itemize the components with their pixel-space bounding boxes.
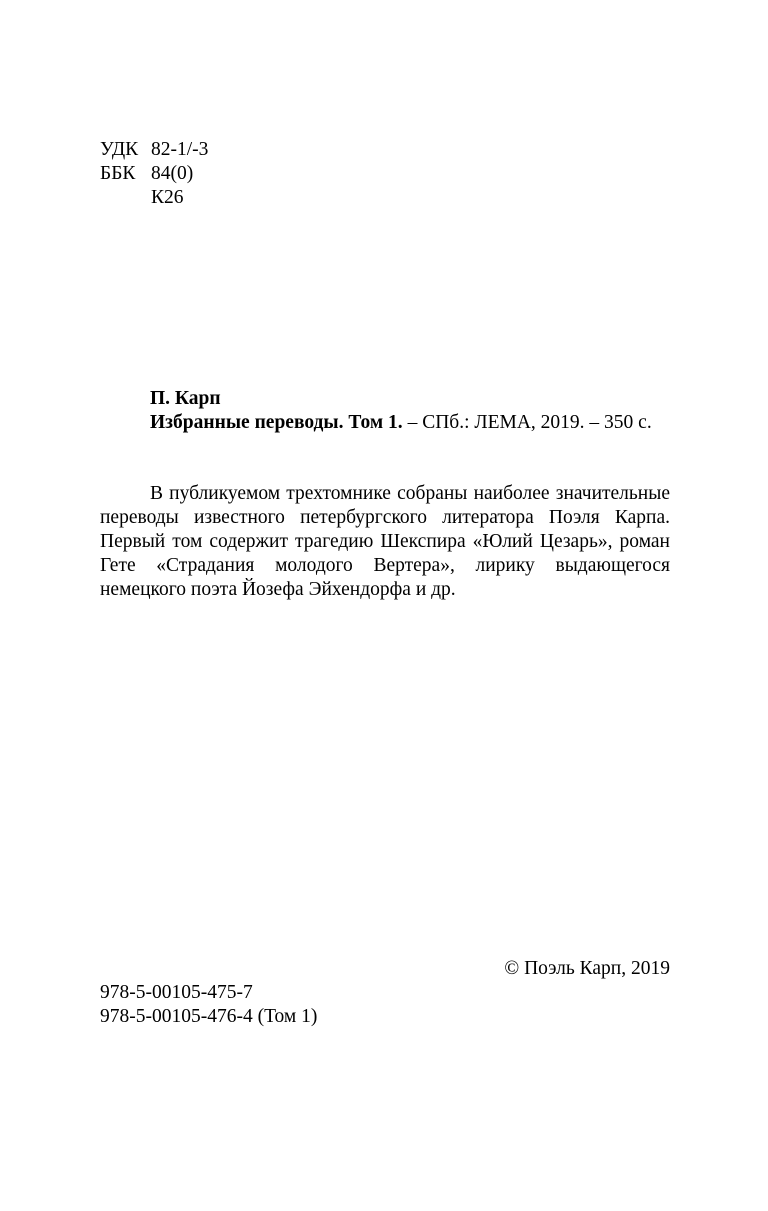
author-mark: К26 <box>151 187 184 208</box>
bibliographic-record <box>100 387 670 435</box>
udk-label: УДК <box>100 139 139 160</box>
bbk-value: 84(0) <box>151 163 194 184</box>
classification-codes <box>100 138 670 210</box>
copyright-notice: © Поэль Карп, 2019 <box>504 958 670 979</box>
imprint: – СПб.: ЛЕМА, 2019. – 350 с. <box>402 412 652 433</box>
author-name: П. Карп <box>150 388 221 409</box>
book-title: Избранные переводы. Том 1. <box>150 412 403 433</box>
udk-value: 82-1/-3 <box>151 139 209 160</box>
udk-row <box>100 138 670 162</box>
isbn-volume: 978-5-00105-476-4 (Том 1) <box>100 1006 318 1027</box>
isbn-set: 978-5-00105-475-7 <box>100 982 253 1003</box>
annotation-text: В публикуемом трехтомнике собраны наиболее значительные переводы известного петербургского литератора Поэля Карпа. Первый том содержит трагедию Шекспира «Юлий Цезарь», роман Гете «Страдания молодого Вертера», лирику выдающегося немецкого поэта Йозефа Эйхендорфа и др. <box>100 483 670 600</box>
title-imprint <box>100 411 670 435</box>
author-mark-row <box>100 186 670 210</box>
bbk-label: ББК <box>100 163 136 184</box>
bbk-row <box>100 162 670 186</box>
isbn-list <box>100 981 670 1029</box>
